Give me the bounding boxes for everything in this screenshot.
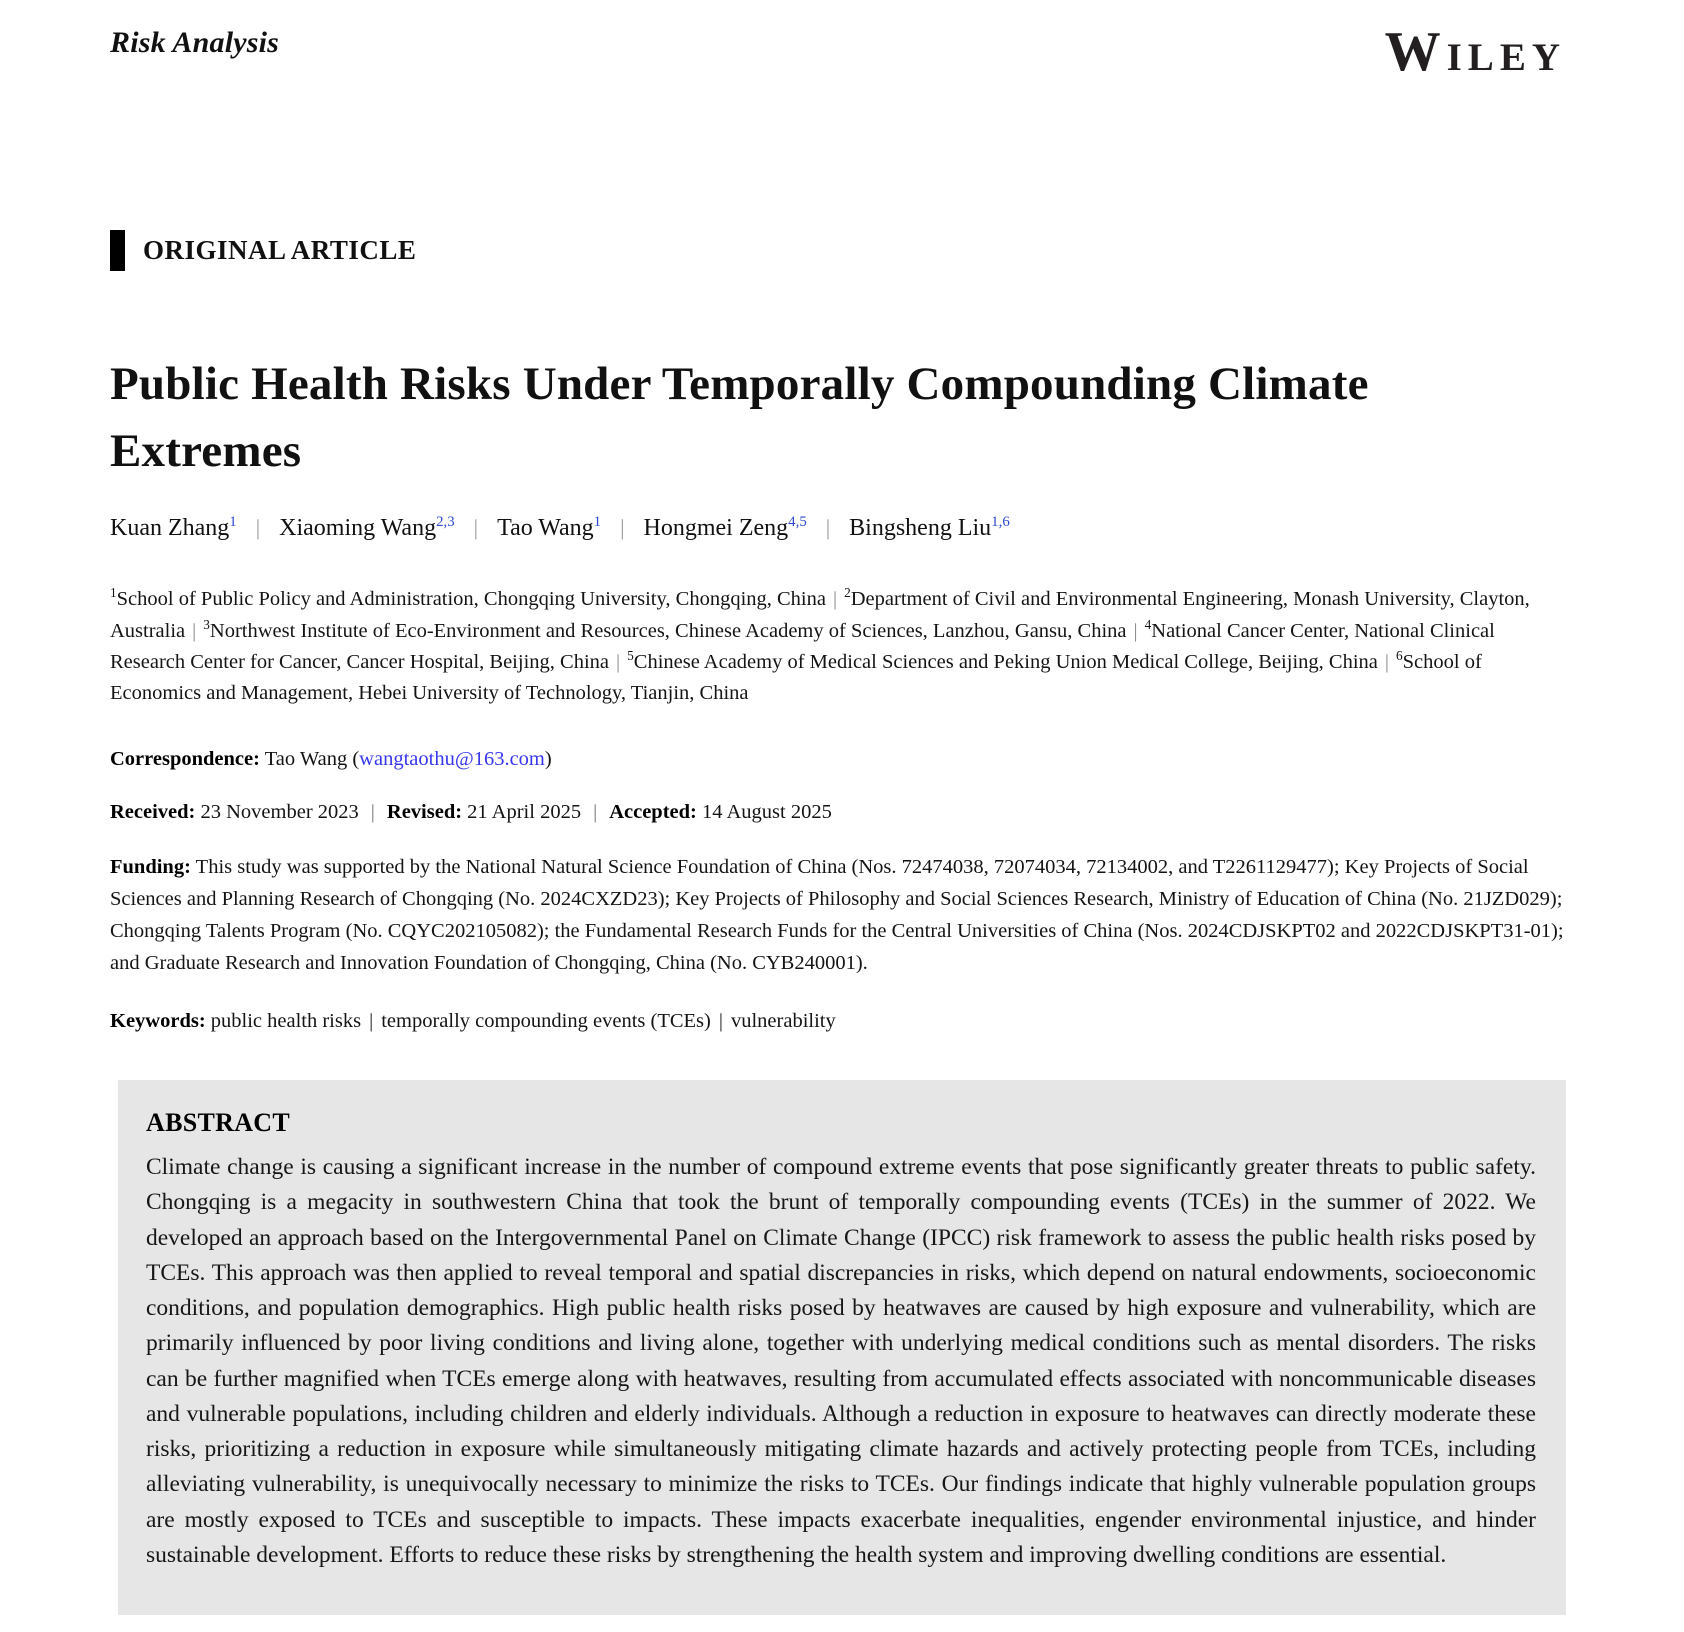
author-affil-superscript: 2,3 xyxy=(436,514,455,531)
keyword-items xyxy=(211,1010,836,1032)
date-separator: | xyxy=(593,800,598,823)
affiliation-superscript: 3 xyxy=(203,616,210,632)
affiliation-text: School of Public Policy and Administration, Chongqing University, Chongqing, China xyxy=(116,588,826,611)
author-separator: | xyxy=(825,515,831,541)
author-name: Hongmei Zeng xyxy=(643,515,789,542)
journal-name: Risk Analysis xyxy=(110,26,280,59)
date-label: Revised: xyxy=(386,800,463,823)
date-value: 14 August 2025 xyxy=(701,800,832,823)
author-name: Xiaoming Wang xyxy=(279,515,437,542)
funding-line xyxy=(110,852,1566,979)
funding-text: This study was supported by the National Natural Science Foundation of China (Nos. 72474038, 72074034, 72134002, and T2261129477); Key Projects of Social Sciences and Planning Research of Chongqing (No. 2024CXZD23); Key Projects of Philosophy and Social Sciences Research, Ministry of Education of China (No. 21JZD029); Chongqing Talents Program (No. CQYC202105082); the Fundamental Research Funds for the Central Universities of China (Nos. 2024CDJSKPT02 and 2022CDJSKPT31-01); and Graduate Research and Innovation Foundation of Chongqing, China (No. CYB240001). xyxy=(110,856,1564,974)
affiliation-separator: | xyxy=(1384,651,1389,674)
correspondence-email-link[interactable]: wangtaothu@163.com xyxy=(359,747,545,770)
date-entry xyxy=(609,801,832,823)
abstract-text: Climate change is causing a significant increase in the number of compound extreme events that pose significantly greater threats to public safety. Chongqing is a megacity in southwestern China that took the brunt of temporally compounding events (TCEs) in the summer of 2022. We developed an approach based on the Intergovernmental Panel on Climate Change (IPCC) risk framework to assess the public health risks posed by TCEs. This approach was then applied to reveal temporal and spatial discrepancies in risks, which depend on natural endowments, socioeconomic conditions, and population demographics. High public health risks posed by heatwaves are caused by high exposure and vulnerability, which are primarily influenced by poor living conditions and living alone, together with underlying medical conditions such as mental disorders. The risks can be further magnified when TCEs emerge along with heatwaves, resulting from accumulated effects associated with noncommunicable diseases and vulnerable populations, including children and elderly individuals. Although a reduction in exposure to heatwaves can directly moderate these risks, prioritizing a reduction in exposure while simultaneously mitigating climate hazards and actively protecting people from TCEs, including alleviating vulnerability, is unequivocally necessary to minimize the risks to TCEs. Our findings indicate that highly vulnerable population groups are mostly exposed to TCEs and susceptible to impacts. These impacts exacerbate inequalities, engender environmental injustice, and hinder sustainable development. Efforts to reduce these risks by strengthening the health system and improving dwelling conditions are essential. xyxy=(146,1154,1536,1568)
author xyxy=(279,515,455,541)
author-separator: | xyxy=(255,515,261,541)
correspondence-name: Tao Wang xyxy=(264,747,348,770)
affiliation-superscript: 2 xyxy=(844,585,851,601)
affiliation-list xyxy=(110,584,1566,709)
correspondence-label: Correspondence: xyxy=(110,747,260,770)
keywords-label: Keywords: xyxy=(110,1010,206,1033)
author xyxy=(849,515,1010,541)
correspondence-paren-open: ( xyxy=(352,747,360,770)
date-entry xyxy=(110,801,359,823)
keyword-separator: | xyxy=(718,1010,723,1033)
author-name: Bingsheng Liu xyxy=(849,515,992,542)
author-separator: | xyxy=(473,515,479,541)
date-value: 21 April 2025 xyxy=(467,800,582,823)
affiliation-superscript: 1 xyxy=(110,585,117,601)
author-list xyxy=(110,515,1566,542)
author-affil-superscript: 1 xyxy=(593,514,602,531)
author xyxy=(497,515,601,541)
affiliation-separator: | xyxy=(1133,619,1138,642)
dates-line xyxy=(110,797,1566,829)
funding-label: Funding: xyxy=(110,856,191,879)
keyword: public health risks xyxy=(210,1010,362,1033)
affiliation-separator: | xyxy=(192,619,197,642)
article-type-bar xyxy=(110,230,125,271)
author-separator: | xyxy=(620,515,625,541)
date-entry xyxy=(387,801,581,823)
correspondence-paren-close: ) xyxy=(544,747,552,770)
affiliation xyxy=(110,585,826,611)
keywords-line xyxy=(110,1006,1566,1038)
affiliation-separator: | xyxy=(832,588,838,611)
affiliation xyxy=(627,648,1378,674)
masthead xyxy=(110,21,1566,83)
correspondence-line xyxy=(110,744,1566,776)
date-label: Received: xyxy=(110,800,196,823)
abstract-heading: ABSTRACT xyxy=(146,1108,290,1138)
affiliation-superscript: 4 xyxy=(1144,616,1152,632)
keyword: temporally compounding events (TCEs) xyxy=(381,1010,711,1033)
author-name: Kuan Zhang xyxy=(110,515,230,542)
affiliation-superscript: 5 xyxy=(627,648,634,664)
wiley-logo: Wiley xyxy=(1384,21,1566,83)
author-affil-superscript: 4,5 xyxy=(788,514,807,531)
date-separator: | xyxy=(370,800,375,823)
keyword: vulnerability xyxy=(730,1010,836,1033)
affiliation-text: Chinese Academy of Medical Sciences and Peking Union Medical College, Beijing, China xyxy=(633,651,1378,674)
author-affil-superscript: 1,6 xyxy=(991,514,1010,531)
affiliation-text: Department of Civil and Environmental Engineering, Monash University, Clayton, Australia xyxy=(110,588,1530,642)
keyword-separator: | xyxy=(369,1010,374,1033)
article-type-label: ORIGINAL ARTICLE xyxy=(143,235,417,265)
abstract-box xyxy=(118,1080,1566,1615)
author xyxy=(110,515,237,541)
author-affil-superscript: 1 xyxy=(229,514,237,531)
author-name: Tao Wang xyxy=(497,515,594,542)
article-type-header xyxy=(110,230,1566,271)
date-value: 23 November 2023 xyxy=(200,800,359,823)
affiliation-text: National Cancer Center, National Clinical Research Center for Cancer, Cancer Hospital, Beijing, China xyxy=(110,619,1495,674)
affiliation-text: School of Economics and Management, Hebei University of Technology, Tianjin, China xyxy=(110,651,1482,705)
author xyxy=(644,515,807,541)
date-label: Accepted: xyxy=(609,800,697,823)
affiliation-text: Northwest Institute of Eco-Environment and Resources, Chinese Academy of Sciences, Lanzhou, Gansu, China xyxy=(209,619,1127,642)
affiliation-separator: | xyxy=(616,651,621,674)
affiliation xyxy=(203,616,1127,642)
affiliation-superscript: 6 xyxy=(1395,648,1403,664)
page-title: Public Health Risks Under Temporally Compounding Climate Extremes xyxy=(110,358,1369,478)
